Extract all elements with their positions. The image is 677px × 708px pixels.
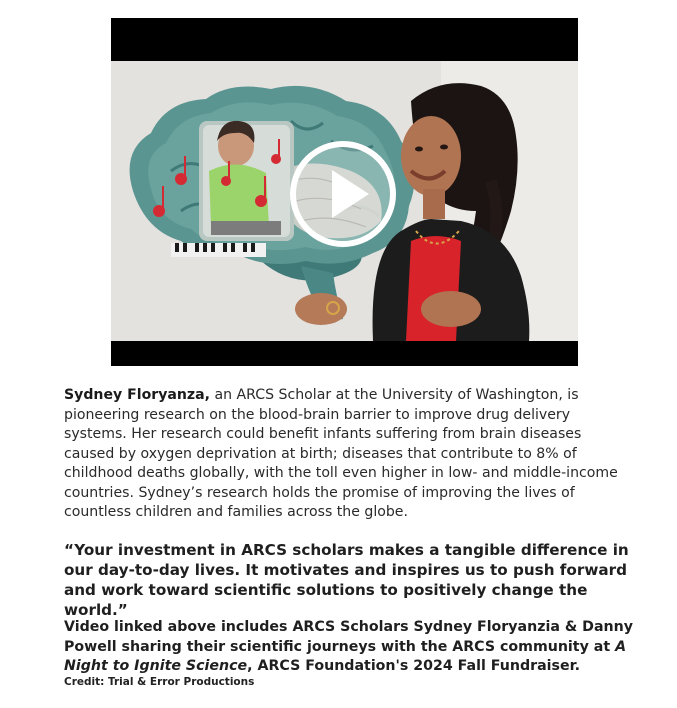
video-description-part1: Video linked above includes ARCS Scholars Sydney Floryanzia & Danny Powell sharing their scientific journeys with the ARCS community at — [64, 619, 633, 655]
bio-text: an ARCS Scholar at the University of Washington, is pioneering research on the blood-brain barrier to improve drug delivery systems. Her research could benefit infants suffering from brain diseases caused by oxygen deprivation at birth; diseases that contribute to 8% of childhood deaths globally, with the toll even higher in low- and middle-income countries. Sydney’s research holds the promise of improving the lives of countless children and families across the globe. — [64, 387, 618, 520]
scholar-bio — [64, 386, 634, 523]
play-icon[interactable] — [287, 138, 399, 250]
scholar-name: Sydney Floryanza, — [64, 387, 211, 403]
video-description-part2: , ARCS Foundation's 2024 Fall Fundraiser. — [247, 658, 580, 674]
scholar-quote: “Your investment in ARCS scholars makes a tangible difference in our day-to-day lives. It motivates and inspires us to push forward and work toward scientific solutions to positively change the world.” — [64, 541, 629, 619]
event-name: A Night to Ignite Science — [64, 638, 627, 674]
video-description — [64, 618, 634, 677]
video-credit: Credit: Trial & Error Productions — [64, 676, 255, 688]
video-player[interactable] — [111, 18, 578, 366]
